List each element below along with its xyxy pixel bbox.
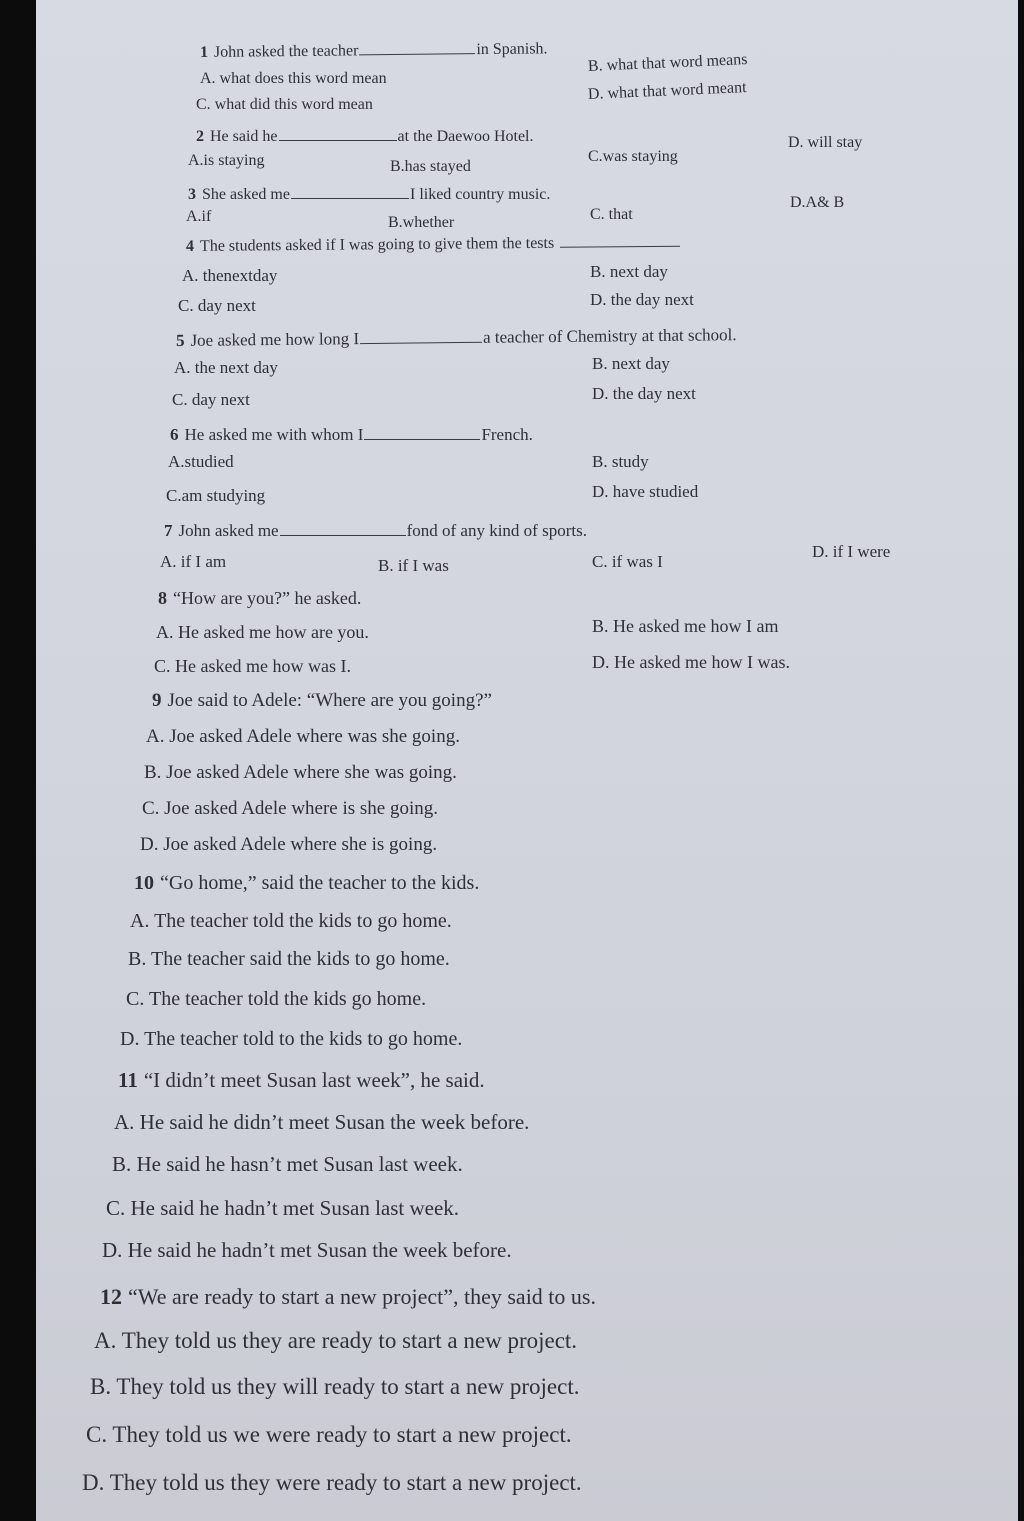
option-c: C. day next [172, 390, 250, 409]
option-b: B. He said he hasn’t met Susan last week. [112, 1152, 463, 1176]
option-b: B. He asked me how I am [592, 616, 779, 636]
option-c: C. if was I [592, 552, 663, 571]
question-number: 1 [199, 43, 209, 61]
option-b: B.has stayed [390, 158, 471, 175]
option-d: D. the day next [592, 384, 696, 403]
question-7 [164, 518, 587, 541]
option-c: C. He said he hadn’t met Susan last week. [106, 1196, 460, 1220]
option-d: D. They told us they were ready to start a new project. [82, 1470, 582, 1495]
option-a: A. the next day [174, 358, 278, 377]
option-a: A. He said he didn’t meet Susan the week before. [114, 1110, 530, 1134]
question-stem-after: a teacher of Chemistry at that school. [482, 325, 737, 347]
option-a: A. what does this word mean [200, 70, 387, 87]
question-4 [186, 230, 681, 256]
question-stem-after: at the Daewoo Hotel. [397, 128, 534, 145]
option-d: D. what that word meant [587, 79, 747, 103]
question-5 [176, 322, 737, 351]
question-number: 10 [134, 872, 154, 894]
question-stem-after: I liked country music. [409, 186, 551, 203]
option-d: D. if I were [812, 542, 891, 561]
question-8 [158, 588, 361, 609]
question-6 [170, 422, 533, 445]
question-number: 4 [185, 237, 195, 255]
answer-blank [280, 518, 406, 536]
question-2 [196, 124, 533, 146]
option-b: B. study [592, 452, 649, 471]
question-stem-after: French. [481, 425, 533, 444]
option-d: D.A& B [790, 194, 845, 211]
option-a: A. He asked me how are you. [156, 622, 369, 642]
question-1 [200, 36, 548, 62]
question-9 [152, 690, 492, 712]
question-stem: “We are ready to start a new project”, they said to us. [128, 1284, 596, 1309]
question-stem: “Go home,” said the teacher to the kids. [160, 872, 480, 894]
option-c: C.am studying [166, 486, 266, 505]
option-a: A. The teacher told the kids to go home. [130, 910, 452, 932]
question-stem-before: He said he [210, 128, 278, 145]
option-d: D. Joe asked Adele where she is going. [140, 834, 438, 855]
option-b: B. Joe asked Adele where she was going. [144, 762, 457, 783]
option-b: B.whether [388, 214, 455, 231]
question-number: 2 [196, 128, 204, 145]
option-c: C. day next [178, 296, 256, 315]
answer-blank [291, 182, 409, 199]
option-c: C. Joe asked Adele where is she going. [142, 798, 439, 819]
option-c: C. what did this word mean [196, 96, 373, 113]
question-stem: Joe said to Adele: “Where are you going?” [167, 690, 492, 711]
option-d: D. He said he hadn’t met Susan the week before. [102, 1238, 512, 1262]
answer-blank [364, 422, 480, 440]
question-stem: “I didn’t meet Susan last week”, he said. [143, 1068, 485, 1092]
option-c: C. They told us we were ready to start a new project. [86, 1422, 572, 1447]
question-10 [134, 872, 479, 895]
option-b: B. next day [592, 354, 670, 373]
question-number: 5 [175, 330, 185, 350]
question-number: 7 [164, 521, 173, 540]
answer-blank [360, 325, 482, 344]
option-a: A. thenextday [182, 266, 278, 285]
option-b: B. if I was [378, 556, 449, 575]
option-d: D. have studied [592, 482, 699, 501]
question-12 [100, 1284, 596, 1310]
question-number: 12 [100, 1284, 122, 1309]
question-11 [118, 1068, 485, 1093]
question-stem-before: Joe asked me how long I [190, 329, 360, 350]
question-3 [188, 182, 550, 204]
option-a: A. if I am [160, 552, 227, 571]
option-c: C. that [590, 206, 633, 223]
question-stem-before: The students asked if I was going to give them the tests [199, 234, 555, 255]
question-stem-before: She asked me [202, 186, 290, 203]
answer-blank [359, 37, 475, 55]
question-number: 6 [170, 425, 179, 444]
option-c: C. The teacher told the kids go home. [126, 988, 427, 1010]
option-d: D. the day next [590, 290, 694, 309]
option-b: B. The teacher said the kids to go home. [128, 948, 450, 970]
option-a: A. Joe asked Adele where was she going. [146, 726, 460, 747]
option-a: A.if [186, 208, 212, 225]
question-stem-before: He asked me with whom I [184, 425, 364, 444]
option-b: B. what that word means [587, 51, 748, 75]
option-d: D. He asked me how I was. [592, 652, 790, 672]
question-stem: “How are you?” he asked. [173, 588, 362, 608]
option-b: B. next day [590, 262, 668, 281]
option-d: D. The teacher told to the kids to go home. [120, 1028, 463, 1050]
option-a: A.is staying [188, 152, 265, 169]
option-c: C.was staying [588, 148, 678, 165]
question-stem-before: John asked me [178, 521, 279, 540]
option-b: B. They told us they will ready to start a new project. [90, 1374, 580, 1399]
option-c: C. He asked me how was I. [154, 656, 351, 676]
option-d: D. will stay [788, 134, 863, 151]
question-number: 8 [158, 588, 167, 608]
answer-blank [279, 124, 397, 141]
question-stem-after: in Spanish. [476, 40, 548, 59]
answer-blank [560, 230, 680, 248]
question-stem-before: John asked the teacher [213, 42, 359, 61]
option-a: A. They told us they are ready to start a new project. [94, 1328, 578, 1353]
question-number: 11 [118, 1068, 138, 1092]
option-a: A.studied [168, 452, 234, 471]
worksheet-page [36, 0, 1018, 1521]
question-number: 9 [152, 690, 162, 711]
question-number: 3 [188, 186, 196, 203]
question-stem-after: fond of any kind of sports. [406, 521, 587, 540]
